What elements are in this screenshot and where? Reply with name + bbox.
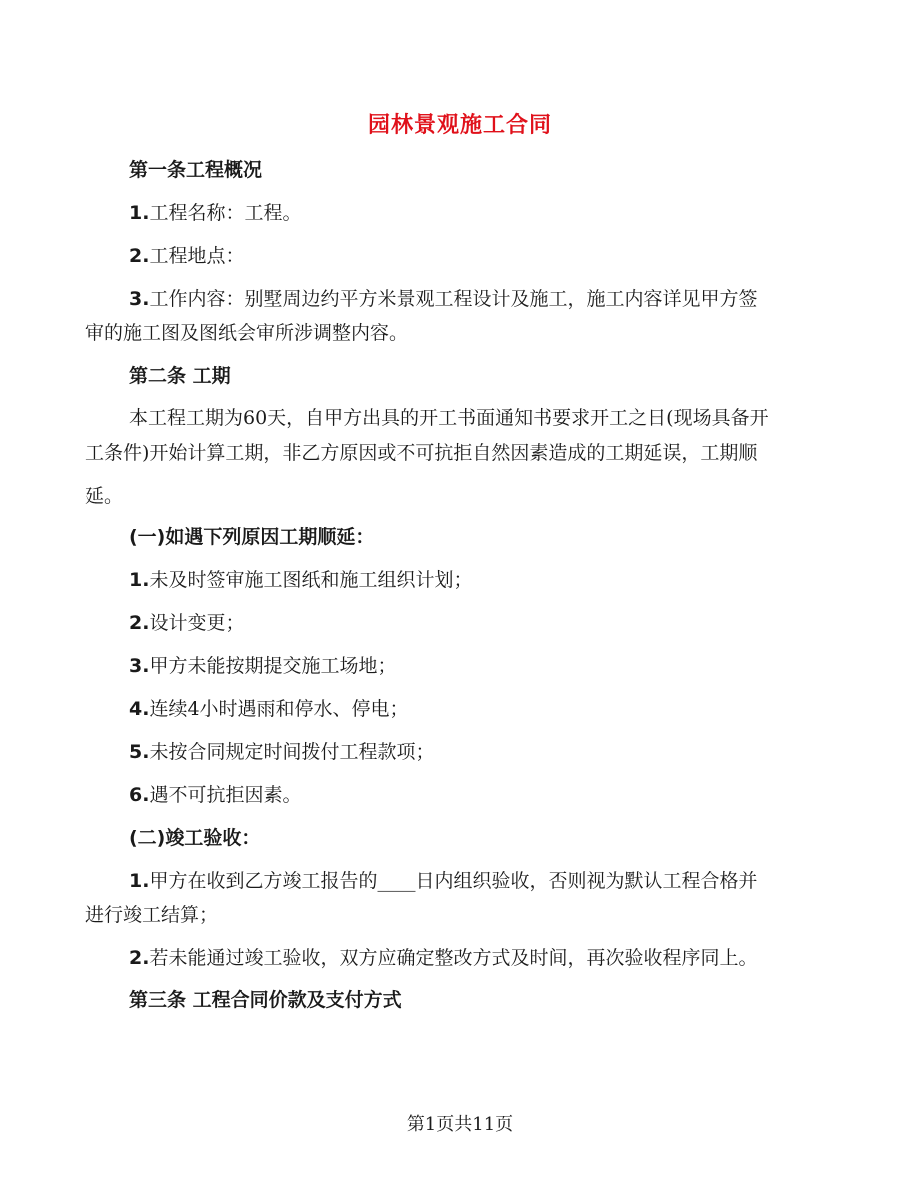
article-1-item-3-continued: 审的施工图及图纸会审所涉调整内容。: [85, 322, 409, 344]
subsection-2-item-2: [129, 946, 889, 970]
item-text: 工程名称：工程。: [149, 202, 302, 224]
subsection-1-item-5: [129, 740, 889, 764]
article-1-heading: 第一条工程概况: [129, 159, 263, 181]
item-number: 1.: [129, 569, 150, 591]
subsection-2-heading: (二)竣工验收：: [129, 827, 261, 849]
article-1-item-1: [129, 201, 889, 225]
item-number: 1.: [129, 870, 150, 892]
document-title: 园林景观施工合同: [367, 113, 552, 138]
item-number: 5.: [129, 741, 150, 763]
article-3-heading: 第三条 工程合同价款及支付方式: [129, 989, 402, 1011]
item-number: 2.: [129, 947, 150, 969]
item-text: 工作内容：别墅周边约平方米景观工程设计及施工，施工内容详见甲方签: [149, 288, 758, 310]
article-2-para-line-1: 本工程工期为60天，自甲方出具的开工书面通知书要求开工之日(现场具备开: [129, 407, 769, 429]
item-text: 未及时签审施工图纸和施工组织计划；: [149, 569, 473, 591]
item-text: 连续4小时遇雨和停水、停电；: [149, 698, 409, 720]
item-text: 设计变更；: [149, 612, 245, 634]
article-1-item-2: [129, 244, 889, 268]
item-number: 2.: [129, 245, 150, 267]
item-number: 3.: [129, 288, 150, 310]
subsection-1-heading: (一)如遇下列原因工期顺延：: [129, 526, 375, 548]
subsection-1-item-2: [129, 611, 889, 635]
page-number-footer: 第1页共11页: [406, 1114, 514, 1135]
item-text: 未按合同规定时间拨付工程款项；: [149, 741, 435, 763]
item-text: 遇不可抗拒因素。: [149, 784, 302, 806]
subsection-2-item-1-continued: 进行竣工结算；: [85, 904, 219, 926]
item-text: 甲方在收到乙方竣工报告的____日内组织验收，否则视为默认工程合格并: [149, 870, 758, 892]
item-text: 若未能通过竣工验收，双方应确定整改方式及时间，再次验收程序同上。: [149, 947, 758, 969]
item-number: 3.: [129, 655, 150, 677]
item-text: 工程地点：: [149, 245, 245, 267]
subsection-1-item-4: [129, 697, 889, 721]
item-text: 甲方未能按期提交施工场地；: [149, 655, 397, 677]
article-2-para-line-3: 延。: [85, 485, 124, 507]
article-2-para-line-2: 工条件)开始计算工期，非乙方原因或不可抗拒自然因素造成的工期延误，工期顺: [85, 442, 758, 464]
item-number: 1.: [129, 202, 150, 224]
subsection-1-item-3: [129, 654, 889, 678]
article-1-item-3: [129, 287, 889, 311]
subsection-1-item-6: [129, 783, 889, 807]
subsection-2-item-1: [129, 869, 889, 893]
item-number: 4.: [129, 698, 150, 720]
article-2-heading: 第二条 工期: [129, 365, 231, 387]
subsection-1-item-1: [129, 568, 889, 592]
item-number: 2.: [129, 612, 150, 634]
item-number: 6.: [129, 784, 150, 806]
